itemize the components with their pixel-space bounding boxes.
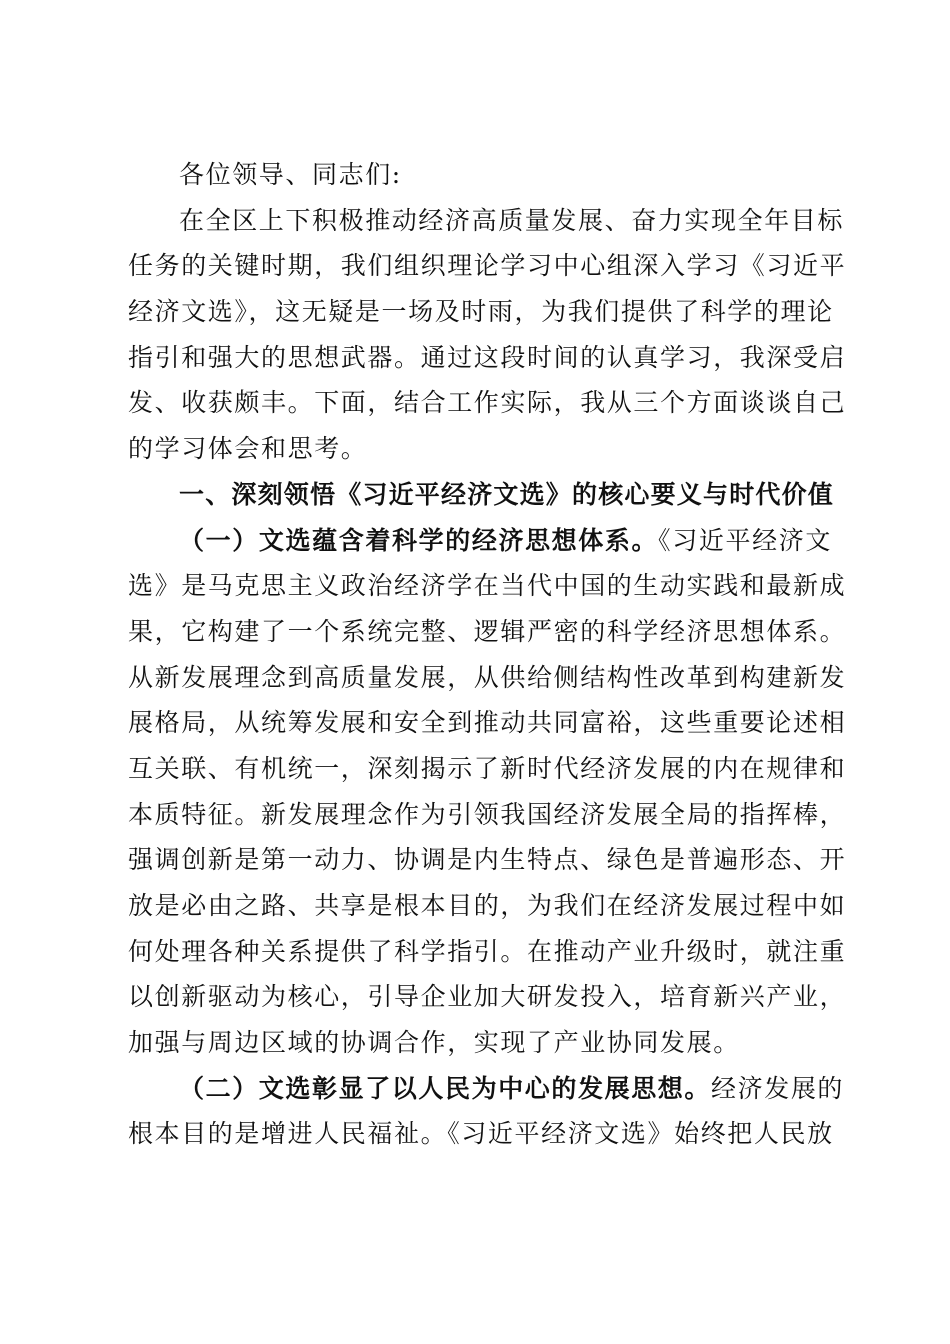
body-line: 以创新驱动为核心，引导企业加大研发投入，培育新兴产业，	[128, 982, 847, 1012]
body-line: 本质特征。新发展理念作为引领我国经济发展全局的指挥棒，	[128, 799, 847, 829]
body-line: 放是必由之路、共享是根本目的，为我们在经济发展过程中如	[128, 891, 847, 920]
body-line: 强调创新是第一动力、协调是内生特点、绿色是普遍形态、开	[128, 845, 847, 875]
intro-line: 经济文选》，这无疑是一场及时雨，为我们提供了科学的理论	[128, 297, 834, 327]
subsection-1-text: 《习近平经济文	[658, 525, 832, 555]
intro-line: 在全区上下积极推动经济高质量发展、奋力实现全年目标	[179, 205, 845, 235]
intro-line: 发、收获颇丰。下面，结合工作实际，我从三个方面谈谈自己	[128, 388, 847, 418]
subsection-1-title: （一）文选蕴含着科学的经济思想体系。	[179, 525, 659, 555]
body-line: 选》是马克思主义政治经济学在当代中国的生动实践和最新成	[128, 571, 847, 601]
body-line: 展格局，从统筹发展和安全到推动共同富裕，这些重要论述相	[128, 708, 847, 738]
body-line: 何处理各种关系提供了科学指引。在推动产业升级时，就注重	[128, 936, 847, 966]
salutation: 各位领导、同志们:	[179, 160, 402, 189]
body-line: 从新发展理念到高质量发展，从供给侧结构性改革到构建新发	[128, 662, 847, 692]
intro-line: 指引和强大的思想武器。通过这段时间的认真学习，我深受启	[128, 342, 847, 372]
subsection-1-first-line	[128, 518, 832, 564]
body-line: 互关联、有机统一，深刻揭示了新时代经济发展的内在规律和	[128, 753, 847, 783]
intro-line: 任务的关键时期，我们组织理论学习中心组深入学习《习近平	[128, 251, 847, 281]
body-line: 加强与周边区域的协调合作，实现了产业协同发展。	[128, 1028, 740, 1058]
subsection-2-title: （二）文选彰显了以人民为中心的发展思想。	[179, 1073, 712, 1103]
subsection-2-text: 经济发展的	[711, 1073, 845, 1103]
body-line: 根本目的是增进人民福祉。《习近平经济文选》始终把人民放	[128, 1119, 834, 1149]
subsection-2-first-line	[128, 1066, 845, 1112]
intro-line: 的学习体会和思考。	[128, 434, 368, 464]
section-heading: 一、深刻领悟《习近平经济文选》的核心要义与时代价值	[179, 479, 835, 509]
document-body	[128, 152, 847, 1157]
body-line: 果，它构建了一个系统完整、逻辑严密的科学经济思想体系。	[128, 616, 847, 646]
